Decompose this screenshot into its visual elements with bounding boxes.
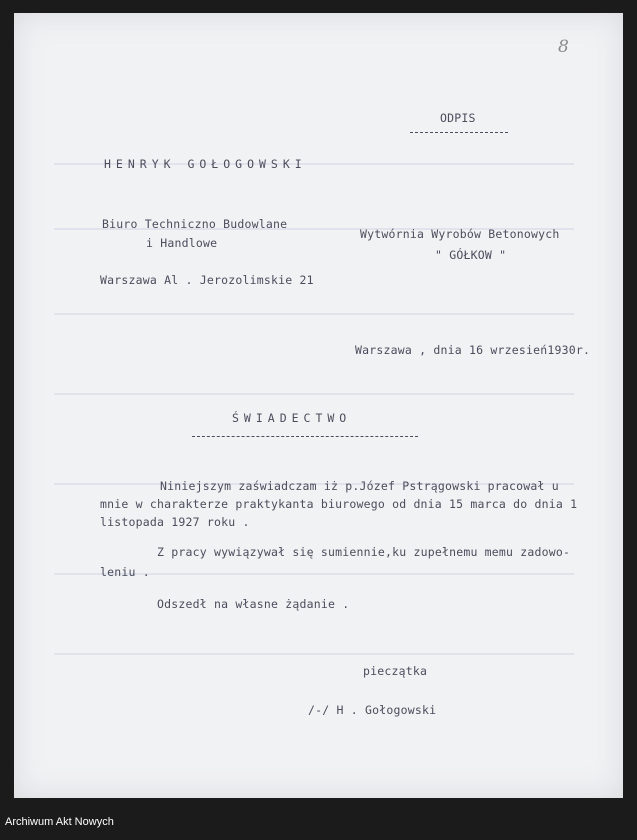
page-number: 8 bbox=[558, 37, 569, 57]
body-line-5: leniu . bbox=[100, 565, 150, 579]
copy-mark-underline bbox=[410, 132, 508, 133]
body-line-3: listopada 1927 roku . bbox=[100, 515, 250, 529]
factory-line-2: " GÓŁKOW " bbox=[435, 248, 507, 262]
bleed-through-line bbox=[54, 653, 574, 655]
sender-name: HENRYK GOŁOGOWSKI bbox=[104, 157, 307, 171]
date-line: Warszawa , dnia 16 wrzesień1930r. bbox=[355, 343, 591, 357]
copy-mark: ODPIS bbox=[440, 111, 476, 125]
document-page bbox=[14, 13, 623, 798]
office-line-1: Biuro Techniczno Budowlane bbox=[102, 217, 288, 231]
title-underline bbox=[192, 436, 418, 437]
bleed-through-line bbox=[54, 313, 574, 315]
body-line-6: Odszedł na własne żądanie . bbox=[157, 597, 350, 611]
body-line-1: Niniejszym zaświadczam iż p.Józef Pstrągowski pracował u bbox=[160, 479, 559, 493]
office-line-2: i Handlowe bbox=[146, 236, 218, 250]
body-line-2: mnie w charakterze praktykanta biurowego od dnia 15 marca do dnia 1 bbox=[100, 497, 578, 511]
factory-line-1: Wytwórnia Wyrobów Betonowych bbox=[360, 227, 560, 241]
archive-label: Archiwum Akt Nowych bbox=[5, 816, 114, 828]
address: Warszawa Al . Jerozolimskie 21 bbox=[100, 273, 314, 287]
signature: /-/ H . Gołogowski bbox=[308, 703, 437, 717]
body-line-4: Z pracy wywiązywał się sumiennie,ku zupełnemu memu zadowo- bbox=[157, 545, 571, 559]
stamp-note: pieczątka bbox=[363, 664, 428, 678]
bleed-through-line bbox=[54, 393, 574, 395]
document-title: ŚWIADECTWO bbox=[232, 411, 352, 425]
